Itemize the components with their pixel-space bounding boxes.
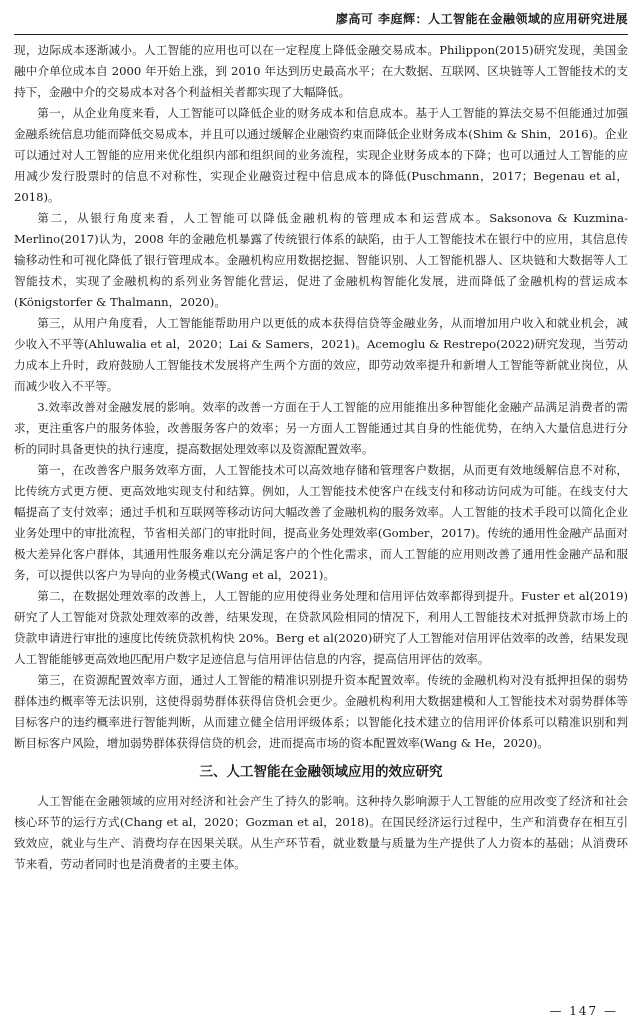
paragraph-section-intro: 人工智能在金融领域的应用对经济和社会产生了持久的影响。这种持久影响源于人工智能的应用改变了经济和社会核心环节的运行方式(Chang et al，2020；Gozman et al，2018)。在国民经济运行过程中，生产和消费存在相互引致效应，就业与生产、消费均存在因果关联。从生产环节看，就业数量与质量为生产提供了人力资本的基础；从消费环节来看，劳动者同时也是消费者的主要主体。 (14, 794, 628, 871)
paragraph-continued: 现，边际成本逐渐减小。人工智能的应用也可以在一定程度上降低金融交易成本。Philippon(2015)研究发现，美国金融中介单位成本自 2000 年开始上涨，到 2010 年达到历史最高水平；在大数据、互联网、区块链等人工智能技术的支持下，金融中介的交易成本对各个利益相关者都实现了大幅降低。 (14, 43, 628, 99)
header-rule (14, 34, 628, 35)
paragraph-efficiency-intro: 3.效率改善对金融发展的影响。效率的改善一方面在于人工智能的应用能推出多种智能化金融产品满足消费者的需求，更注重客户的服务体验，改善服务客户的效率；另一方面人工智能通过其自身的性能优势，在纳入大量信息进行分析的同时具备更快的执行速度，提高数据处理效率以及资源配置效率。 (14, 400, 628, 456)
paragraph-bank-perspective: 第二，从银行角度来看，人工智能可以降低金融机构的管理成本和运营成本。Saksonova & Kuzmina-Merlino(2017)认为，2008 年的金融危机暴露了传统银行体系的缺陷，由于人工智能技术在银行中的应用，其信息传输移动性和可视化降低了银行管理成本。金融机构应用数据挖掘、智能识别、人工智能机器人、区块链和大数据等人工智能技术，实现了金融机构的系列业务智能化营运，促进了金融机构智能化发展，进而降低了金融机构的营运成本(Königstorfer & Thalmann，2020)。 (14, 211, 628, 309)
paragraph-firm-perspective: 第一，从企业角度来看，人工智能可以降低企业的财务成本和信息成本。基于人工智能的算法交易不但能通过加强金融系统信息功能而降低交易成本，并且可以通过缓解企业融资约束而降低企业财务成本(Shim & Shin，2016)。企业可以通过对人工智能的应用来优化组织内部和组织间的业务流程，实现企业财务成本的下降；也可以通过人工智能的应用减少发行股票时的信息不对称性，实现企业融资过程中信息成本的降低(Puschmann，2017；Begenau et al，2018)。 (14, 106, 628, 204)
paragraph-resource-allocation: 第三，在资源配置效率方面，通过人工智能的精准识别提升资本配置效率。传统的金融机构对没有抵押担保的弱势群体违约概率等无法识别，这使得弱势群体获得信贷机会更少。金融机构利用大数据建模和人工智能技术对弱势群体等目标客户的违约概率进行智能判断，从而建立健全信用评级体系；以智能化技术建立的信用评价体系可以精准识别和判断目标客户风险，增加弱势群体获得信贷的机会，进而提高市场的资本配置效率(Wang & He，2020)。 (14, 673, 628, 750)
running-title: 廖高可 李庭辉：人工智能在金融领域的应用研究进展 (335, 12, 628, 26)
page-number: — 147 — (549, 1004, 618, 1018)
running-header (14, 10, 628, 32)
section-heading: 三、人工智能在金融领域应用的效应研究 (199, 764, 443, 780)
paragraph-data-processing: 第二，在数据处理效率的改善上，人工智能的应用使得业务处理和信用评估效率都得到提升。Fuster et al(2019)研究了人工智能对贷款处理效率的改善，结果发现，在贷款风险相同的情况下，利用人工智能技术对抵押贷款市场上的贷款申请进行审批的速度比传统贷款机构快 20%。Berg et al(2020)研究了人工智能对信用评估效率的改善，结果发现人工智能能够更高效地匹配用户数字足迹信息与信用评估信息的内容，提高信用评估的效率。 (14, 589, 628, 666)
paragraph-customer-service: 第一，在改善客户服务效率方面，人工智能技术可以高效地存储和管理客户数据，从而更有效地缓解信息不对称，比传统方式更方便、更高效地实现支付和结算。例如，人工智能技术使客户在线支付和移动访问成为可能。在线支付大幅提高了支付效率；通过手机和互联网等移动访问大幅改善了金融机构的服务效率。人工智能的技术手段可以简化企业业务处理中的审批流程，节省相关部门的审批时间，提高业务处理效率(Gomber，2017)。传统的通用性金融产品面对极大差异化客户群体，其通用性服务难以充分满足客户的个性化需求，而人工智能的应用则改善了通用性金融产品和服务，可以提供以客户为导向的业务模式(Wang et al，2021)。 (14, 463, 628, 582)
article-body (14, 40, 628, 875)
paragraph-user-perspective: 第三，从用户角度看，人工智能能帮助用户以更低的成本获得信贷等金融业务，从而增加用户收入和就业机会，减少收入不平等(Ahluwalia et al，2020；Lai & Samers，2021)。Acemoglu & Restrepo(2022)研究发现，当劳动力成本上升时，政府鼓励人工智能技术发展将产生两个方面的效应，即劳动效率提升和新增人工智能等新就业岗位，从而减少收入不平等。 (14, 316, 628, 393)
